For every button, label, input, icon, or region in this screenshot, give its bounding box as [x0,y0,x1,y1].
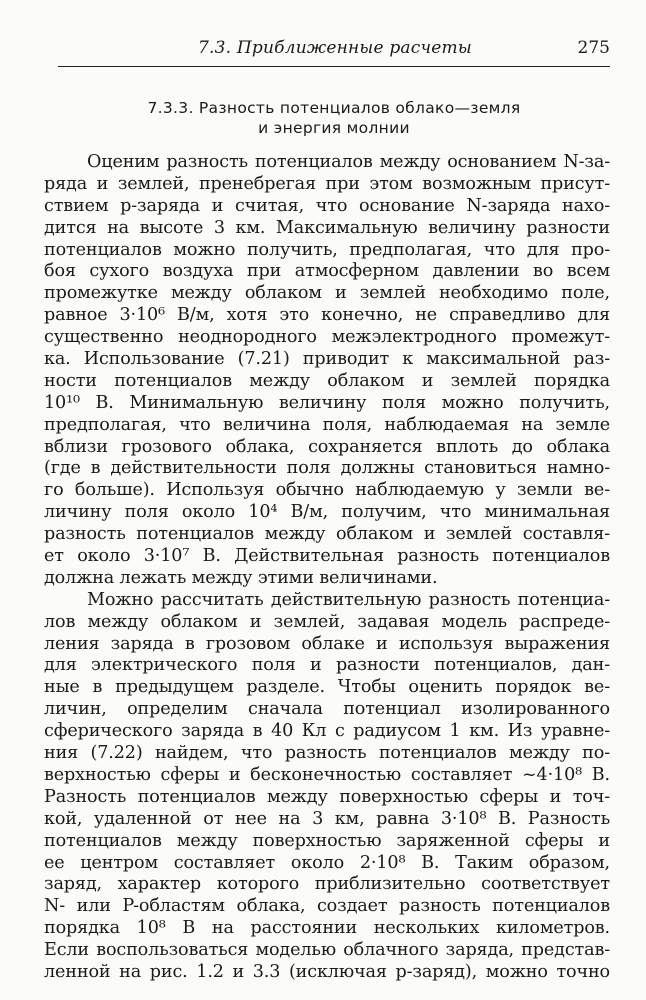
text-line: ленной на рис. 1.2 и 3.3 (исключая p-заряд), можно точно [44,961,610,982]
text-line: промежутке между облаком и землей необходимо поле, [44,283,610,304]
text-line: боя сухого воздуха при атмосферном давлении во всем [44,261,610,282]
section-title-line: 7.3.3. Разность потенциалов облако—земля [147,99,521,117]
text-line: должна лежать между этими величинами. [44,567,438,588]
text-line: го больше). Используя обычно наблюдаемую у земли ве- [44,480,610,501]
text-line: потенциалов между поверхностью заряженной сферы и [44,830,610,851]
text-line: Оценим разность потенциалов между основанием N-за- [87,152,610,172]
text-line: ствием p-заряда и считая, что основание N-заряда нахо- [44,195,610,216]
text-line: 10¹⁰ В. Минимальную величину поля можно получить, [44,392,610,413]
text-line: Разность потенциалов между поверхностью сферы и точ- [44,786,610,807]
header-rule [58,66,610,67]
text-line: верхностью сферы и бесконечностью составляет ~4·10⁸ В. [44,764,610,785]
page-header [58,38,610,68]
text-line: кой, удаленной от нее на 3 км, равна 3·10⁸ В. Разность [44,808,610,829]
text-line: ка. Использование (7.21) приводит к максимальной раз- [44,349,610,370]
text-line: личин, определим сначала потенциал изолированного [44,699,610,720]
text-line: ее центром составляет около 2·10⁸ В. Таким образом, [44,852,610,873]
text-line: ные в предыдущем разделе. Чтобы оценить порядок ве- [44,677,610,698]
paragraph [44,590,610,984]
text-line: порядка 10⁸ В на расстоянии нескольких километров. [44,918,610,939]
text-line: существенно неоднородного межэлектродного промежут- [44,327,610,348]
text-line: N- или P-областям облака, создает разность потенциалов [44,896,610,917]
text-line: равное 3·10⁶ В/м, хотя это конечно, не справедливо для [44,305,610,326]
text-line: ления заряда в грозовом облаке и используя выражения [44,633,610,654]
running-head: 7.3. Приближенные расчеты [198,38,472,58]
text-line: заряд, характер которого приблизительно соответствует [44,874,610,895]
text-line: ности потенциалов между облаком и землей порядка [44,370,610,391]
section-title-line: и энергия молнии [258,119,410,137]
text-line: Если воспользоваться моделью облачного заряда, представ- [44,940,610,961]
paragraph [44,152,610,590]
text-line: дится на высоте 3 км. Максимальную величину разности [44,217,610,238]
text-line: потенциалов можно получить, предполагая, что для про- [44,239,610,260]
text-line: предполагая, что величина поля, наблюдаемая на земле [44,414,610,435]
text-line: (где в действительности поля должны становиться намно- [44,458,610,479]
text-line: ряда и землей, пренебрегая при этом возможным присут- [44,173,610,194]
text-line: ния (7.22) найдем, что разность потенциалов между по- [44,743,610,764]
body-text [44,152,610,984]
text-line: Можно рассчитать действительную разность потенциа- [87,589,610,610]
text-line: личину поля около 10⁴ В/м, получим, что минимальная [44,502,610,523]
text-line: вблизи грозового облака, сохраняется вплоть до облака [44,436,610,457]
text-line: разность потенциалов между облаком и землей составля- [44,524,610,545]
text-line: ет около 3·10⁷ В. Действительная разность потенциалов [44,546,610,567]
text-line: лов между облаком и землей, задавая модель распреде- [44,611,610,632]
section-title [58,98,610,138]
text-line: для электрического поля и разности потенциалов, дан- [44,655,610,676]
page-number: 275 [577,38,610,58]
text-line: сферического заряда в 40 Кл с радиусом 1 км. Из уравне- [44,721,610,742]
